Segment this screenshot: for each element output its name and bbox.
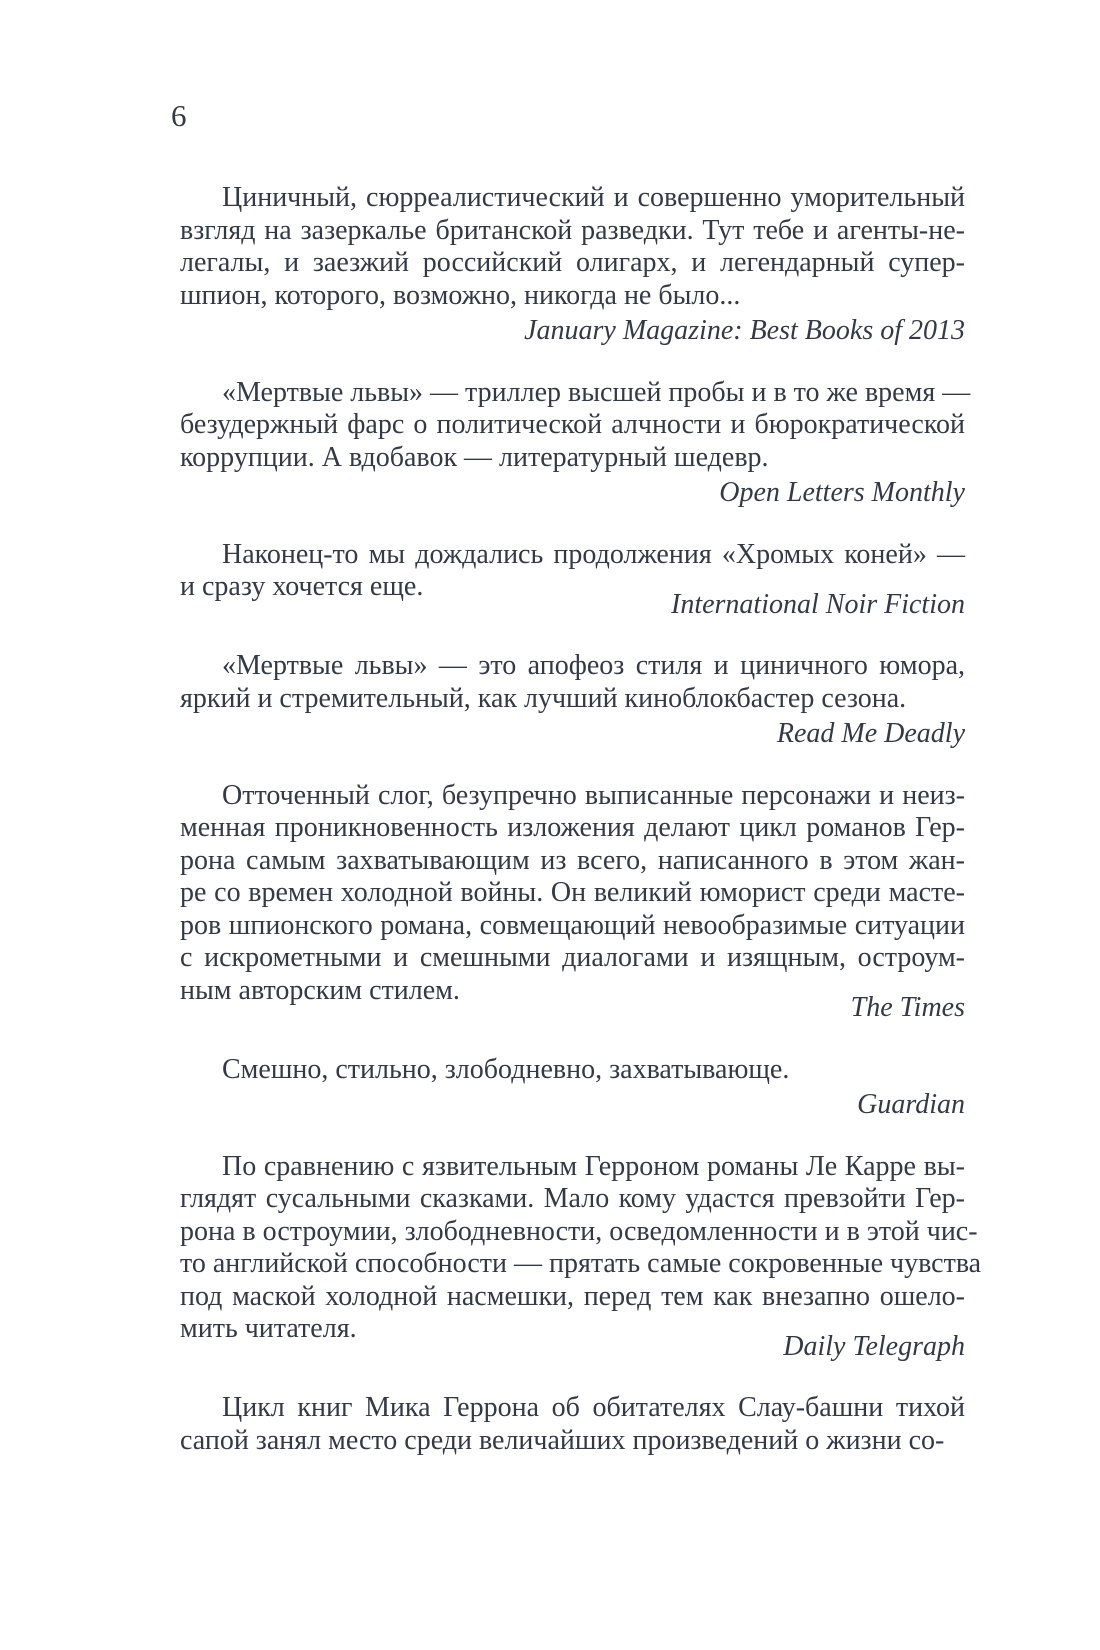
quote-block	[180, 1054, 965, 1122]
quote-attribution: Read Me Deadly	[776, 718, 965, 749]
quote-line: менная проникновенность изложения делают цикл романов Гер-	[180, 812, 965, 843]
quote-block	[180, 650, 965, 751]
quote-attribution: International Noir Fiction	[671, 588, 965, 620]
quote-line: Цикл книг Мика Геррона об обитателях Слау-башни тихой	[222, 1392, 965, 1423]
quote-line: с искрометными и смешными диалогами и изящным, остроум-	[180, 942, 965, 973]
quote-block	[180, 1392, 965, 1457]
quote-attribution: Open Letters Monthly	[719, 477, 965, 508]
quotes-list	[180, 182, 982, 1457]
quote-attribution: Daily Telegraph	[783, 1330, 965, 1362]
quote-line: ров шпионского романа, совмещающий невообразимые ситуации	[180, 909, 965, 941]
quote-block	[180, 376, 971, 510]
quote-line: то английской способности — прятать самые сокровенные чувства	[180, 1248, 982, 1279]
quote-line: глядят сусальными сказками. Мало кому удастся превзойти Гер-	[180, 1183, 965, 1214]
quote-attribution: The Times	[850, 992, 965, 1023]
page-number: 6	[171, 98, 187, 133]
quote-line: шпион, которого, возможно, никогда не было...	[180, 279, 741, 311]
quote-line: легалы, и заезжий российский олигарх, и легендарный супер-	[180, 247, 965, 278]
quote-line: сапой занял место среди величайших произведений о жизни со-	[180, 1424, 945, 1456]
quote-line: Отточенный слог, безупречно выписанные персонажи и неиз-	[222, 779, 965, 811]
quote-line: безудержный фарс о политической алчности и бюрократической	[180, 409, 965, 440]
quote-line: ным авторским стилем.	[180, 974, 460, 1006]
quote-line: «Мертвые львы» — триллер высшей пробы и в то же время —	[222, 376, 971, 408]
quote-line: рона в остроумии, злободневности, осведомленности и в этой чис-	[180, 1215, 978, 1247]
quote-line: рона самым захватывающим из всего, написанного в этом жан-	[180, 844, 965, 876]
quote-line: «Мертвые львы» — это апофеоз стиля и циничного юмора,	[222, 650, 965, 681]
quote-line: коррупции. А вдобавок — литературный шедевр.	[180, 441, 769, 473]
quote-line: взгляд на зазеркалье британской разведки. Тут тебе и агенты-не-	[180, 214, 965, 246]
quote-block	[180, 539, 965, 622]
quote-attribution: Guardian	[857, 1089, 965, 1120]
quote-line: Смешно, стильно, злободневно, захватывающе.	[222, 1053, 790, 1085]
quote-attribution: January Magazine: Best Books of 2013	[524, 315, 965, 346]
quote-block	[180, 780, 965, 1025]
quote-line: По сравнению с язвительным Герроном романы Ле Карре вы-	[222, 1150, 965, 1182]
quote-line: под маской холодной насмешки, перед тем как внезапно ошело-	[180, 1280, 965, 1312]
quote-line: мить читателя.	[180, 1313, 357, 1344]
quote-block	[180, 182, 965, 348]
quote-block	[180, 1150, 982, 1364]
quote-line: и сразу хочется еще.	[180, 571, 424, 602]
quote-line: яркий и стремительный, как лучший киноблокбастер сезона.	[180, 682, 907, 714]
quote-line: Циничный, сюрреалистический и совершенно уморительный	[222, 182, 965, 213]
quote-line: Наконец-то мы дождались продолжения «Хромых коней» —	[222, 538, 965, 570]
quote-line: ре со времен холодной войны. Он великий юморист среди масте-	[180, 877, 965, 908]
